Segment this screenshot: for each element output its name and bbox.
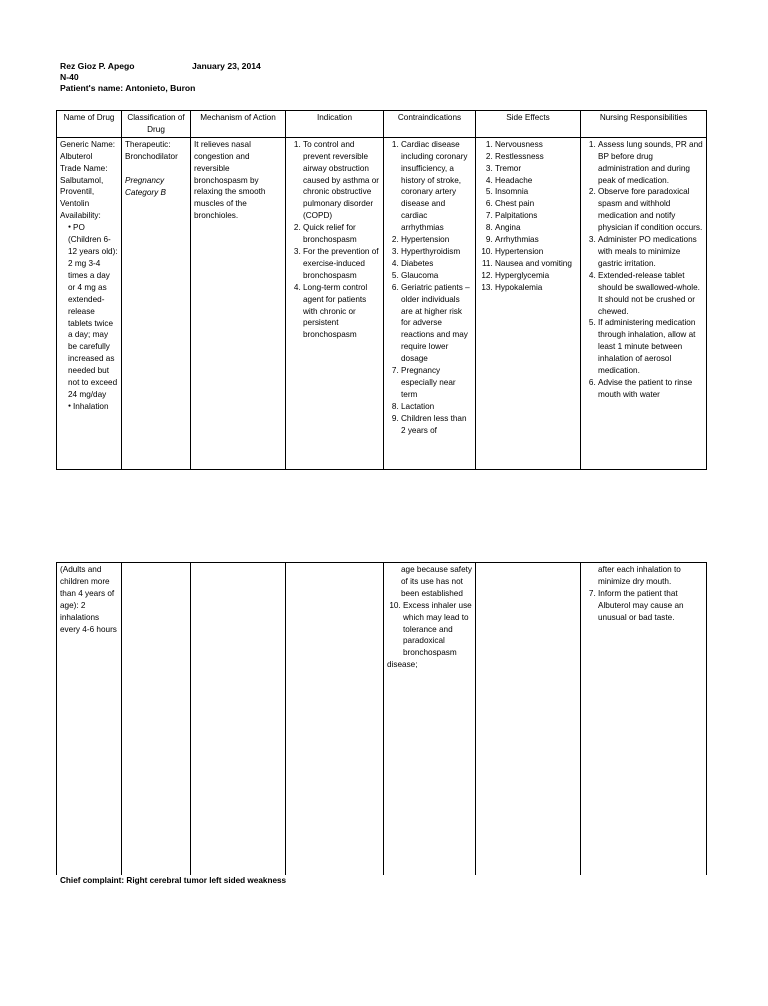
therapeutic-class: Therapeutic: Bronchodilator [125, 139, 178, 161]
list-item: 4. Long-term control agent for patients with chronic or persistent bronchospasm [303, 282, 380, 342]
contraindications-list-cont [387, 600, 472, 660]
list-item: ● Inhalation [68, 401, 118, 413]
cell-nursing [581, 137, 707, 469]
chief-complaint: Chief complaint: Right cerebral tumor left sided weakness [60, 876, 287, 885]
cell-classification-cont [122, 563, 191, 876]
list-item: 3. Administer PO medications with meals to minimize gastric irritation. [598, 234, 703, 270]
nursing-list [584, 139, 703, 401]
cell-name-of-drug [57, 137, 122, 469]
list-item: 5. If administering medication through inhalation, allow at least 1 minute between inhalation of aerosol medication. [598, 317, 703, 377]
contraindication-tail: disease; [387, 660, 418, 670]
list-item: 9. Children less than 2 years of [401, 413, 472, 437]
student-name: Rez Gioz P. Apego [60, 61, 135, 71]
list-item: 8. Angina [495, 222, 577, 234]
side-effects-list [479, 139, 577, 294]
contraindication-9-end: age because safety of its use has not been established [401, 565, 473, 598]
list-item: 2. Quick relief for bronchospasm [303, 222, 380, 246]
list-item: 1. To control and prevent reversible airway obstruction caused by asthma or chronic obstructive pulmonary disorder (COPD) [303, 139, 380, 222]
pregnancy-category: Pregnancy Category B [125, 175, 166, 197]
list-item: 6. Advise the patient to rinse mouth with water [598, 377, 703, 401]
list-item: 6. Geriatric patients – older individuals are at higher risk for adverse reactions and may require lower dosage [401, 282, 472, 365]
cell-nursing-cont [581, 563, 707, 876]
list-item: 7. Palpitations [495, 210, 577, 222]
generic-label: Generic Name: [60, 139, 116, 149]
list-item: ● PO (Children 6-12 years old): 2 mg 3-4 times a day or 4 mg as extended-release tablets twice a day; may be carefully increased as needed but not to exceed 24 mg/day [68, 222, 118, 401]
cell-mechanism-cont [191, 563, 286, 876]
col-header-side-effects: Side Effects [476, 111, 581, 138]
list-item: 5. Glaucoma [401, 270, 472, 282]
list-item: 5. Insomnia [495, 186, 577, 198]
list-item: 4. Diabetes [401, 258, 472, 270]
cell-side-effects [476, 137, 581, 469]
col-header-nursing: Nursing Responsibilities [581, 111, 707, 138]
trade-label: Trade Name: [60, 163, 108, 173]
trade-names: Salbutamol, Proventil, Ventolin [60, 175, 104, 209]
list-item: 12. Hyperglycemia [495, 270, 577, 282]
nursing-6-end: after each inhalation to minimize dry mouth. [598, 565, 681, 586]
list-item: 10. Hypertension [495, 246, 577, 258]
list-item: 3. For the prevention of exercise-induced bronchospasm [303, 246, 380, 282]
list-item: 2. Restlessness [495, 151, 577, 163]
list-item: 11. Nausea and vomiting [495, 258, 577, 270]
cell-name-of-drug-cont: (Adults and children more than 4 years of age): 2 inhalations every 4-6 hours [57, 563, 122, 876]
drug-study-table [56, 110, 707, 470]
list-item: 3. Tremor [495, 163, 577, 175]
table-row [57, 563, 707, 876]
list-item: 7. Inform the patient that Albuterol may cause an unusual or bad taste. [598, 588, 703, 624]
nursing-list-cont [584, 588, 703, 624]
col-header-name-of-drug: Name of Drug [57, 111, 122, 138]
cell-mechanism: It relieves nasal congestion and reversible bronchospasm by relaxing the smooth muscles of the bronchioles. [191, 137, 286, 469]
list-item: 1. Cardiac disease including coronary insufficiency, a history of stroke, coronary artery disease and cardiac arrhythmias [401, 139, 472, 234]
list-item: 4. Headache [495, 175, 577, 187]
list-item: 4. Extended-release tablet should be swallowed-whole. It should not be crushed or chewed. [598, 270, 703, 318]
list-item: 10. Excess inhaler use which may lead to tolerance and paradoxical bronchospasm [403, 600, 472, 660]
list-item: 13. Hypokalemia [495, 282, 577, 294]
table-row [57, 137, 707, 469]
section-code: N-40 [60, 72, 79, 82]
col-header-mechanism: Mechanism of Action [191, 111, 286, 138]
header-date: January 23, 2014 [192, 61, 261, 71]
availability-list [60, 222, 118, 413]
list-item: 2. Observe fore paradoxical spasm and withhold medication and notify physician if condition occurs. [598, 186, 703, 234]
indication-list [289, 139, 380, 341]
availability-label: Availability: [60, 211, 101, 221]
list-item: 8. Lactation [401, 401, 472, 413]
generic-name: Albuterol [60, 151, 93, 161]
cell-indication [286, 137, 384, 469]
table-header-row [57, 111, 707, 138]
list-item: 3. Hyperthyroidism [401, 246, 472, 258]
list-item: 7. Pregnancy especially near term [401, 365, 472, 401]
cell-side-effects-cont [476, 563, 581, 876]
col-header-contraindications: Contraindications [384, 111, 476, 138]
cell-contraindications [384, 137, 476, 469]
list-item: 6. Chest pain [495, 198, 577, 210]
drug-study-table-continued [56, 562, 707, 875]
col-header-indication: Indication [286, 111, 384, 138]
list-item: 2. Hypertension [401, 234, 472, 246]
cell-contraindications-cont [384, 563, 476, 876]
col-header-classification: Classification of Drug [122, 111, 191, 138]
list-item: 9. Arrhythmias [495, 234, 577, 246]
cell-classification [122, 137, 191, 469]
cell-indication-cont [286, 563, 384, 876]
patient-name: Patient's name: Antonieto, Buron [60, 83, 196, 93]
list-item: 1. Nervousness [495, 139, 577, 151]
list-item: 1. Assess lung sounds, PR and BP before drug administration and during peak of medication. [598, 139, 703, 187]
contraindications-list [387, 139, 472, 437]
